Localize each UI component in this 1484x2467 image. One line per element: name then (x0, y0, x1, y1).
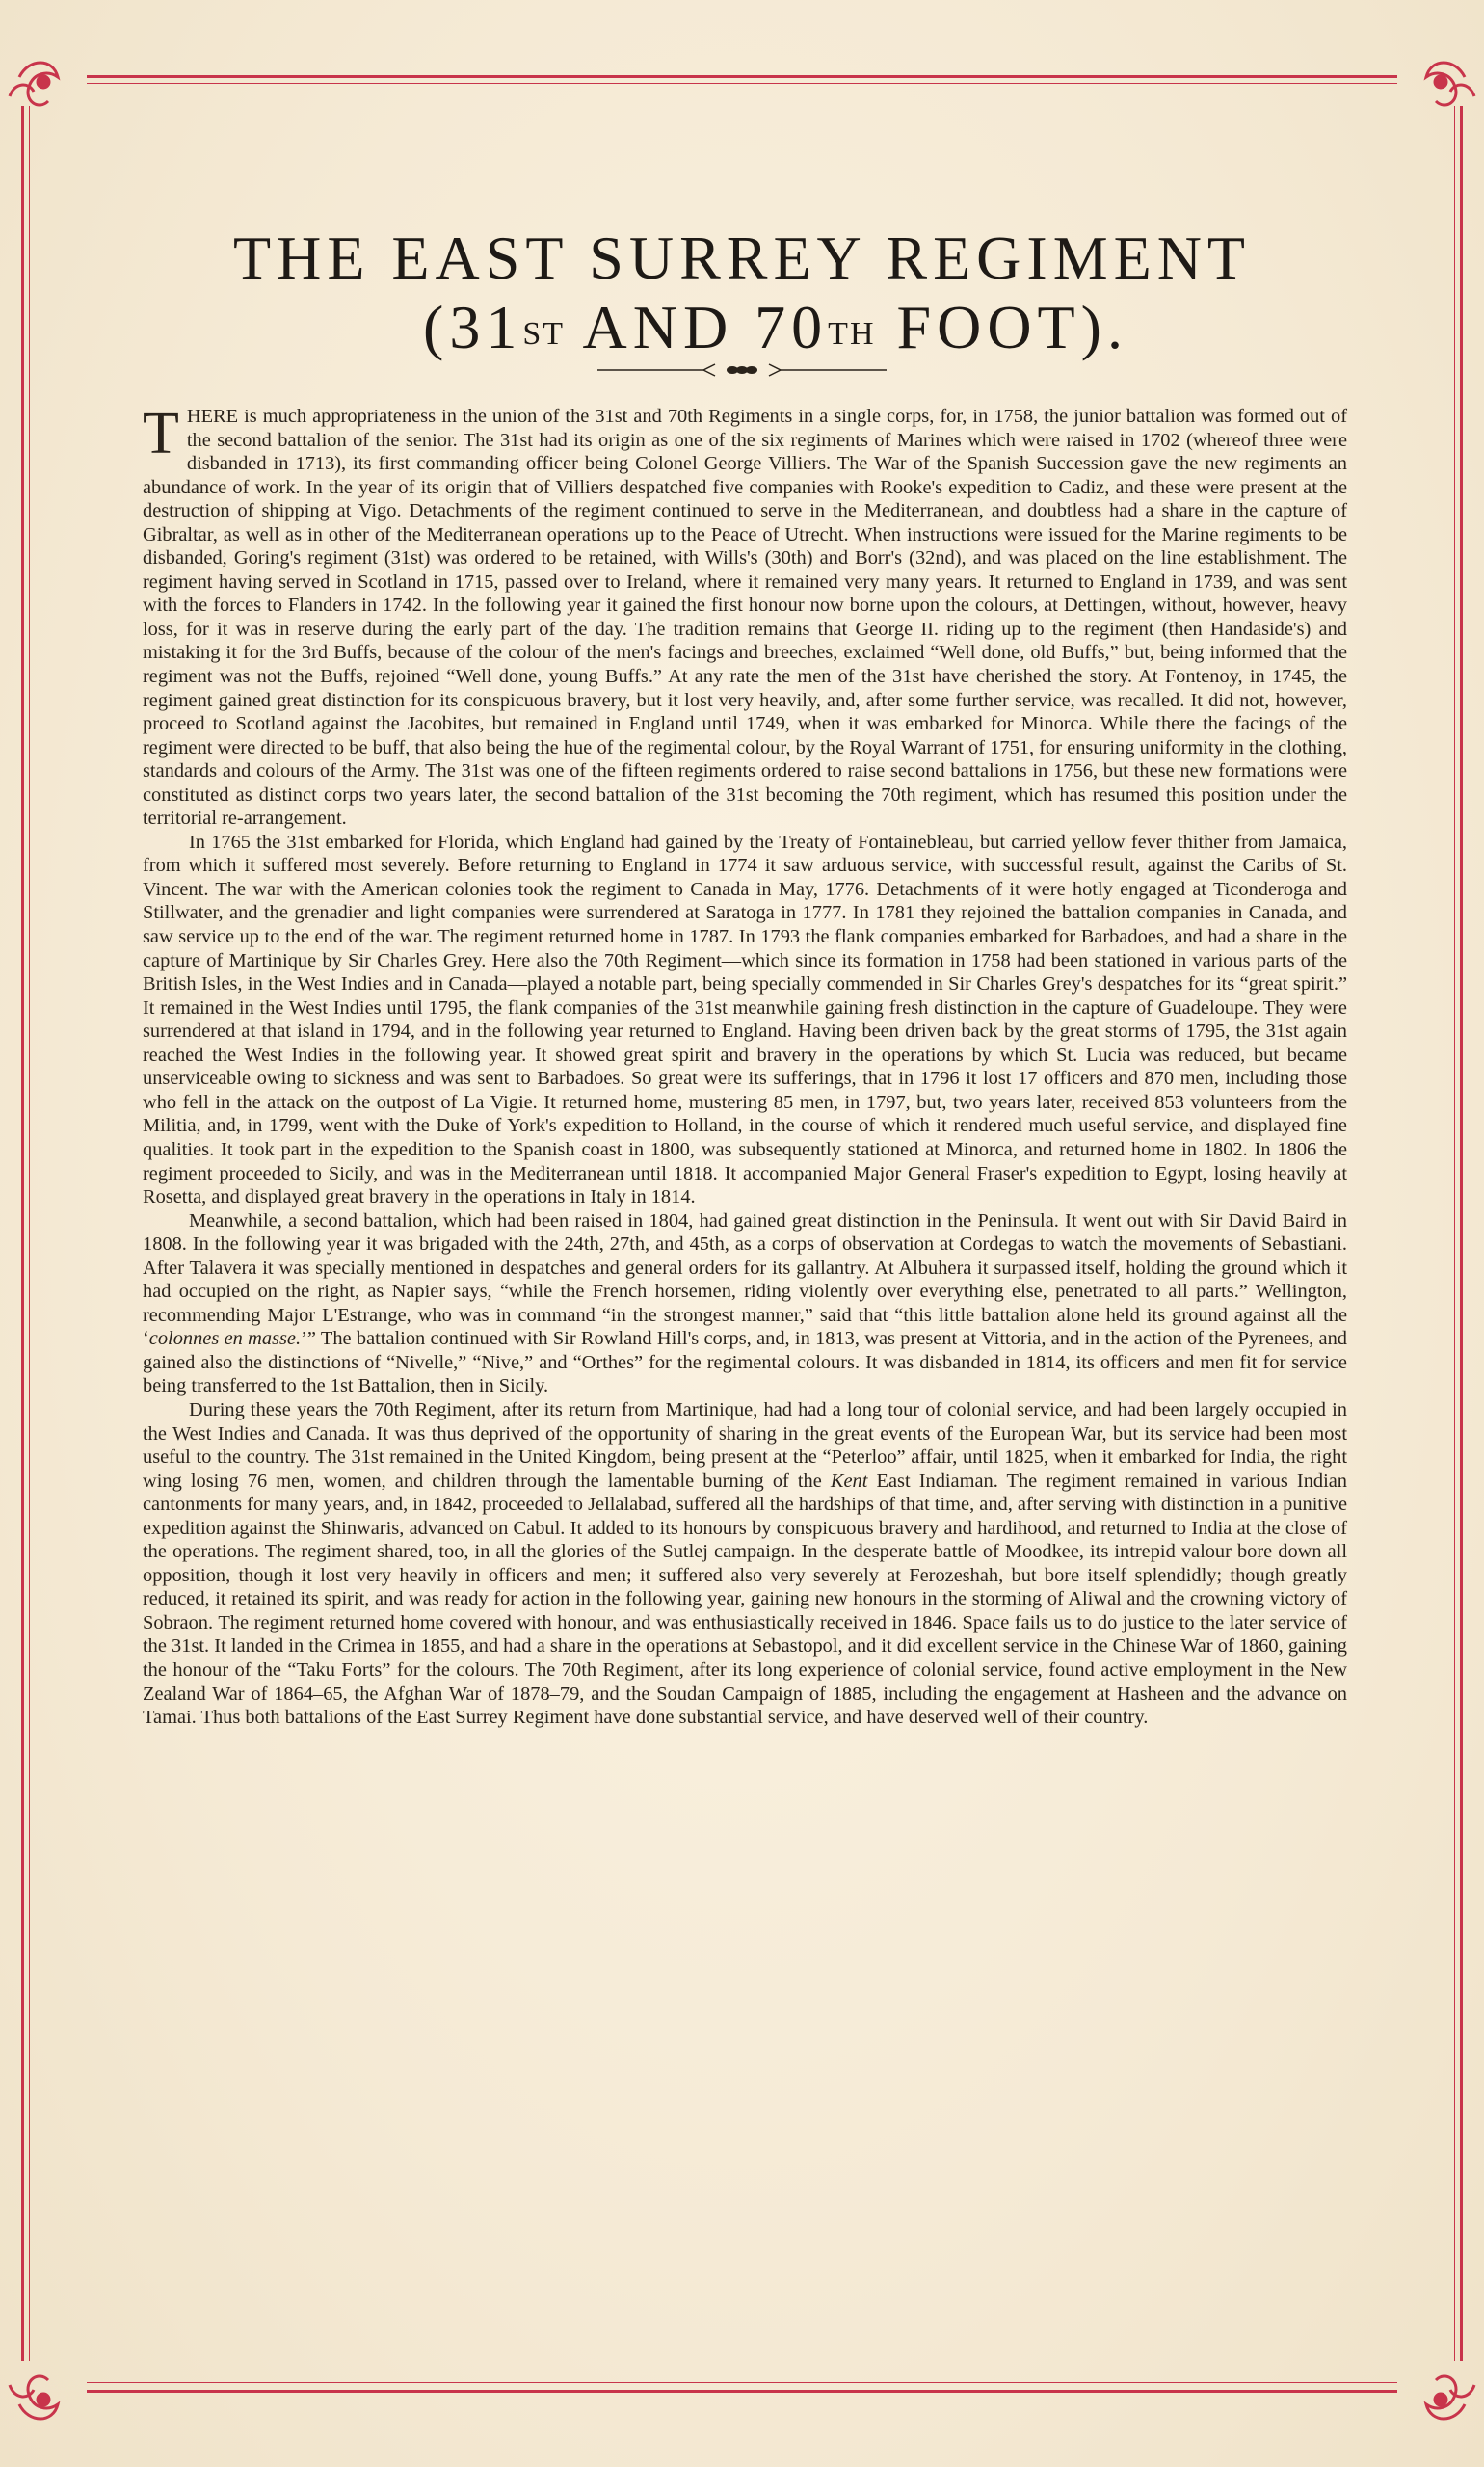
paragraph-4: During these years the 70th Regiment, after its return from Martinique, had had a long tour of colonial service, and had been largely occupied in the West Indies and Canada. It was thus deprived of the opportunity of sharing in the great events of the European War, but its service had been most useful to the country. The 31st remained in the United Kingdom, being present at the “Peterloo” affair, until 1825, when it embarked for India, the right wing losing 76 men, women, and children through the lamentable burning of the Kent East Indiaman. The regiment remained in various Indian cantonments for many years, and, in 1842, proceeded to Jellalabad, suffered all the hardships of that time, and, after serving with distinction in a punitive expedition against the Shinwaris, advanced on Cabul. It added to its honours by conspicuous bravery and hardihood, and returned to India at the close of the operations. The regiment shared, too, in all the glories of the Sutlej campaign. In the desperate battle of Moodkee, its intrepid valour bore down all opposition, though it lost very heavily in officers and men; it suffered also very severely at Ferozeshah, but bore itself splendidly; though greatly reduced, it retained its spirit, and was ready for action in the following year, gaining new honours in the storming of Aliwal and the crowning victory of Sobraon. The regiment returned home covered with honour, and was enthusiastically received in 1846. Space fails us to do justice to the later service of the 31st. It landed in the Crimea in 1855, and had a share in the operations at Sebastopol, and it did excellent service in the Chinese War of 1860, gaining the honour of the “Taku Forts” for the colours. The 70th Regiment, after its long experience of colonial service, found active employment in the New Zealand War of 1864–65, the Afghan War of 1878–79, and the Soudan Campaign of 1885, including the engagement at Hasheen and the advance on Tamai. Thus both battalions of the East Surrey Regiment have done substantial service, and have deserved well of their country. (143, 1398, 1347, 1729)
corner-ornament-top-right (1397, 43, 1484, 130)
page-title: THE EAST SURREY REGIMENT (233, 224, 1251, 292)
corner-ornament-bottom-left (0, 2351, 87, 2438)
title-block (0, 224, 1484, 369)
paragraph-1: THERE is much appropriateness in the union of the 31st and 70th Regiments in a single corps, for, in 1758, the junior battalion was formed out of the second battalion of the senior. The 31st had its origin as one of the six regiments of Marines which were raised in 1702 (whereof three were disbanded in 1713), its first commanding officer being Colonel George Villiers. The War of the Spanish Succession gave the new regiments an abundance of work. In the year of its origin that of Villiers despatched five companies with Rooke's expedition to Cadiz, and these were present at the destruction of shipping at Vigo. Detachments of the regiment continued to serve in the Mediterranean, and doubtless had a share in the capture of Gibraltar, as well as in other of the Mediterranean operations up to the Peace of Utrecht. When instructions were issued for the Marine regiments to be disbanded, Goring's regiment (31st) was ordered to be retained, with Wills's (30th) and Borr's (32nd), and was placed on the line establishment. The regiment having served in Scotland in 1715, passed over to Ireland, where it remained very many years. It returned to England in 1739, and was sent with the forces to Flanders in 1742. In the following year it gained the first honour now borne upon the colours, at Dettingen, without, however, heavy loss, for it was in reserve during the early part of the day. The tradition remains that George II. riding up to the regiment (then Handaside's) and mistaking it for the 3rd Buffs, because of the colour of the men's facings and breeches, exclaimed “Well done, old Buffs,” but, being informed that the regiment was not the Buffs, rejoined “Well done, young Buffs.” At any rate the men of the 31st have cherished the story. At Fontenoy, in 1745, the regiment gained great distinction for its conspicuous bravery, but it lost very heavily, and, after some further service, was recalled. It did not, however, proceed to Scotland against the Jacobites, but remained in England until 1749, when it was embarked for Minorca. While there the facings of the regiment were directed to be buff, that also being the hue of the regimental colour, by the Royal Warrant of 1751, for ensuring uniformity in the clothing, standards and colours of the Army. The 31st was one of the fifteen regiments ordered to raise second battalions in 1756, but these new formations were constituted as distinct corps two years later, the second battalion of the 31st becoming the 70th regiment, which has resumed this position under the territorial re-arrangement. (143, 401, 1347, 830)
page-subtitle: (31ST AND 70TH FOOT). (423, 293, 1128, 361)
corner-ornament-bottom-right (1397, 2351, 1484, 2438)
paragraph-2: In 1765 the 31st embarked for Florida, which England had gained by the Treaty of Fontainebleau, but carried yellow fever thither from Jamaica, from which it suffered most severely. Before returning to England in 1774 it saw arduous service, with successful result, against the Caribs of St. Vincent. The war with the American colonies took the regiment to Canada in May, 1776. Detachments of it were hotly engaged at Ticonderoga and Stillwater, and the grenadier and light companies were surrendered at Saratoga in 1777. In 1781 they rejoined the battalion companies in Canada, and saw service up to the end of the war. The regiment returned home in 1787. In 1793 the flank companies embarked for Barbadoes, and had a share in the capture of Martinique by Sir Charles Grey. Here also the 70th Regiment—which since its formation in 1758 had been stationed in various parts of the British Isles, in the West Indies and in Canada—played a notable part, being specially commended in Sir Charles Grey's despatches for its “great spirit.” It remained in the West Indies until 1795, the flank companies of the 31st meanwhile gaining fresh distinction in the capture of Guadeloupe. They were surrendered at that island in 1794, and in the following year returned to England. Having been driven back by the great storms of 1795, the 31st again reached the West Indies in the following year. It showed great spirit and bravery in the operations by which St. Lucia was reduced, but became unserviceable owing to sickness and was sent to Barbadoes. So great were its sufferings, that in 1796 it lost 17 officers and 870 men, including those who fell in the attack on the outpost of La Vigie. It returned home, mustering 85 men, in 1797, but, two years later, received 853 volunteers from the Militia, and, in 1799, went with the Duke of York's expedition to Holland, in the course of which it rendered much useful service, and displayed fine qualities. It took part in the expedition to the Spanish coast in 1800, was subsequently stationed at Minorca, and returned home in 1802. In 1806 the regiment proceeded to Sicily, and was in the Mediterranean until 1818. It accompanied Major General Fraser's expedition to Egypt, losing heavily at Rosetta, and displayed great bravery in the operations in Italy in 1814. (143, 831, 1347, 1208)
article-body (143, 401, 1347, 1730)
paragraph-3: Meanwhile, a second battalion, which had been raised in 1804, had gained great distinction in the Peninsula. It went out with Sir David Baird in 1808. In the following year it was brigaded with the 24th, 27th, and 45th, as a corps of observation at Cordegas to watch the movements of Sebastiani. After Talavera it was specially mentioned in despatches and general orders for its gallantry. At Albuhera it surpassed itself, holding the ground which it had occupied on the right, as Napier says, “while the French horsemen, riding violently over everything else, penetrated to all parts.” Wellington, recommending Major L'Estrange, who was in command “in the strongest manner,” said that “this little battalion alone held its ground against all the ‘colonnes en masse.’” The battalion continued with Sir Rowland Hill's corps, and, in 1813, was present at Vittoria, and in the action of the Pyrenees, and gained also the distinctions of “Nivelle,” “Nive,” and “Orthes” for the regimental colours. It was disbanded in 1814, its officers and men fit for service being transferred to the 1st Battalion, then in Sicily. (143, 1209, 1347, 1397)
title-divider-ornament (597, 358, 887, 382)
corner-ornament-top-left (0, 43, 87, 130)
drop-cap: T (143, 401, 179, 466)
